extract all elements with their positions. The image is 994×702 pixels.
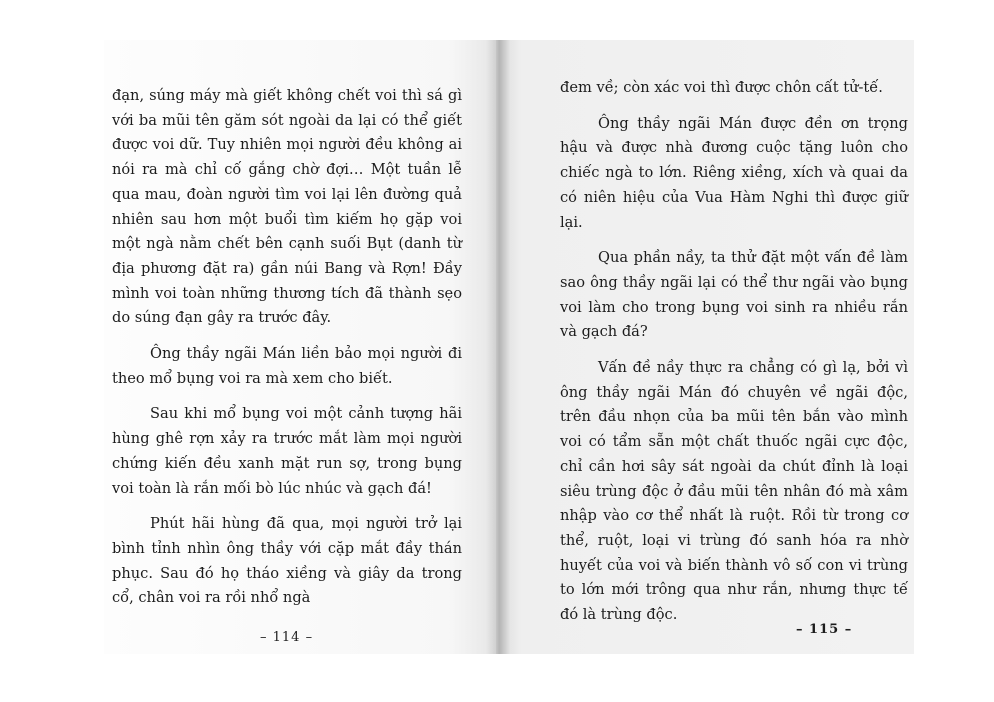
- page-number-right: – 115 –: [796, 622, 853, 637]
- right-page-text: [560, 76, 908, 639]
- book-spread: [104, 40, 914, 654]
- paragraph: đạn, súng máy mà giết không chết voi thì sá gì với ba mũi tên găm sót ngoài da lại có thể giết được voi dữ. Tuy nhiên mọi người đều không ai nói ra mà chỉ cố gắng chờ đợi… Một tuần lễ qua mau, đoàn người tìm voi lại lên đường quả nhiên sau hơn một buổi tìm kiếm họ gặp voi một ngà nằm chết bên cạnh suối Bụt (danh từ địa phương đặt ra) gần núi Bang và Rợn! Đầy mình voi toàn những thương tích đã thành sẹo do súng đạn gây ra trước đây.: [112, 87, 462, 327]
- paragraph: Phút hãi hùng đã qua, mọi người trở lại bình tỉnh nhìn ông thầy với cặp mắt đầy thán phục. Sau đó họ tháo xiềng và giây da trong cổ, chân voi ra rồi nhổ ngà: [112, 515, 462, 607]
- page-number-left: – 114 –: [260, 630, 314, 645]
- paragraph: Vấn đề nầy thực ra chẳng có gì lạ, bởi vì ông thầy ngãi Mán đó chuyên về ngãi độc, trên đầu nhọn của ba mũi tên bắn vào mình voi có tẩm sẵn một chất thuốc ngãi cực độc, chỉ cần hơi sây sát ngoài da chút đỉnh là loại siêu trùng độc ở đầu mũi tên nhân đó mà xâm nhập vào cơ thể nhất là ruột. Rồi từ trong cơ thể, ruột, loại vi trùng đó sanh hóa ra nhờ huyết của voi và biến thành vô số con vi trùng to lớn mới trông qua như rắn, nhưng thực tế đó là trùng độc.: [560, 359, 908, 624]
- paragraph: đem về; còn xác voi thì được chôn cất tử-tế.: [560, 79, 883, 96]
- book-gutter: [486, 40, 510, 654]
- paragraph: Qua phần nầy, ta thử đặt một vấn đề làm sao ông thầy ngãi lại có thể thư ngãi vào bụng voi làm cho trong bụng voi sinh ra nhiều rắn và gạch đá?: [560, 249, 908, 341]
- paragraph: Ông thầy ngãi Mán liền bảo mọi người đi theo mổ bụng voi ra mà xem cho biết.: [112, 345, 462, 387]
- paragraph: Ông thầy ngãi Mán được đền ơn trọng hậu và được nhà đương cuộc tặng luôn cho chiếc ngà to lớn. Riêng xiềng, xích và quai da có niên hiệu của Vua Hàm Nghi thì được giữ lại.: [560, 114, 908, 231]
- left-page-text: [112, 84, 462, 622]
- left-page: [104, 40, 496, 654]
- paragraph: Sau khi mổ bụng voi một cảnh tượng hãi hùng ghê rợn xảy ra trước mắt làm mọi người chứng kiến đều xanh mặt run sợ, trong bụng voi toàn là rắn mối bò lúc nhúc và gạch đá!: [112, 405, 462, 497]
- right-page: [496, 40, 914, 654]
